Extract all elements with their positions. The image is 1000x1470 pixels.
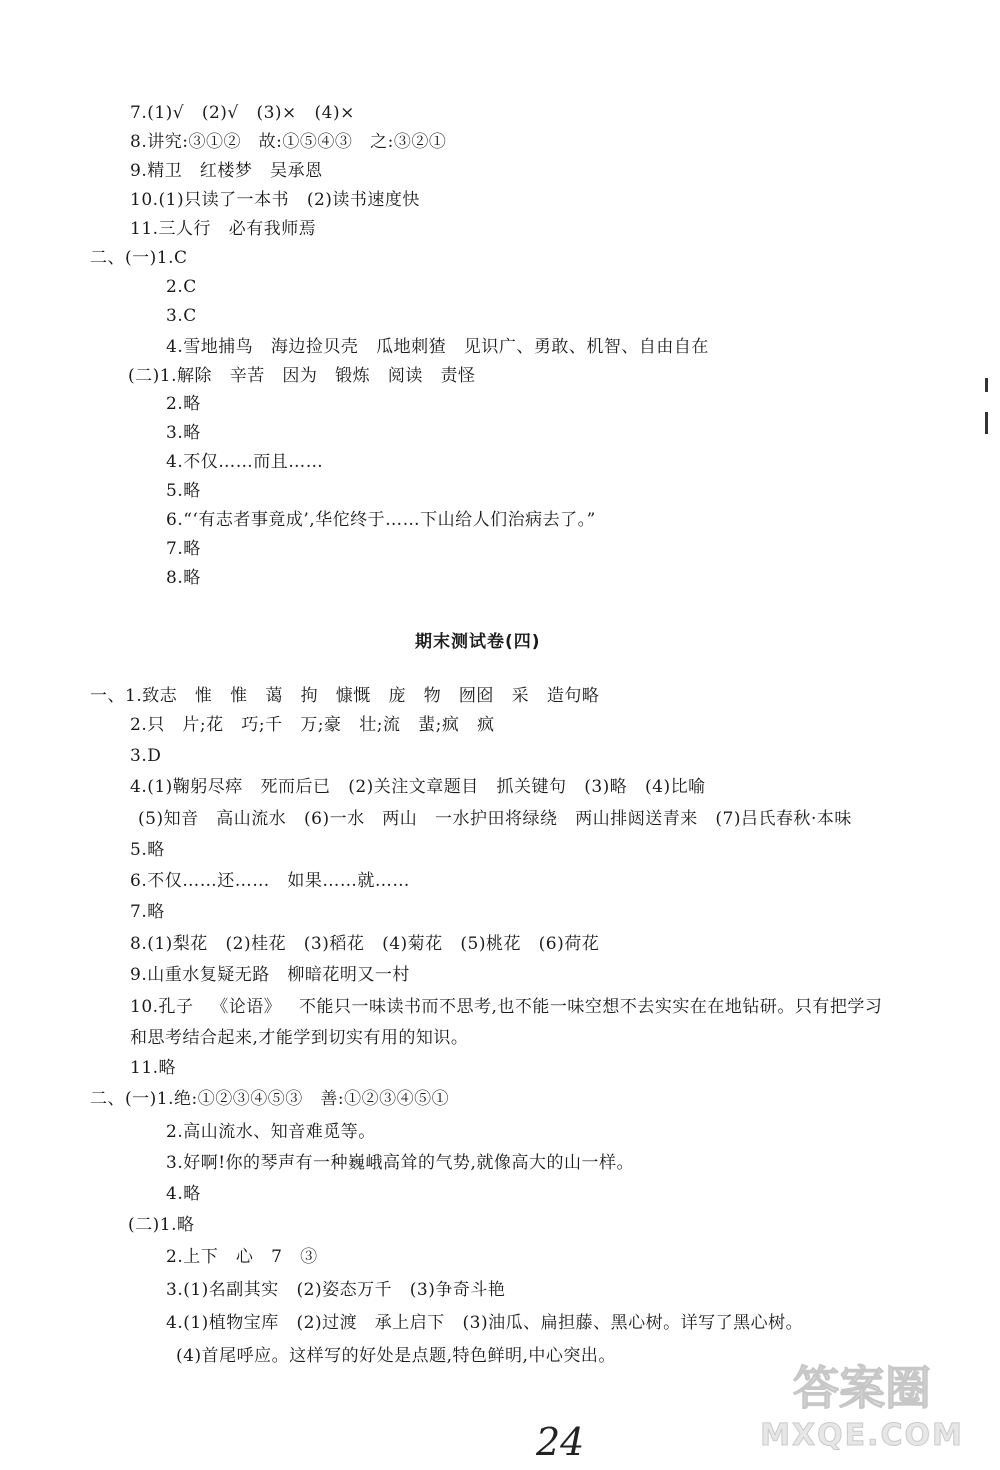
answer-line: 10.孔子 《论语》 不能只一味读书而不思考,也不能一味空想不去实实在在地钻研。只有把学习 [130,997,883,1017]
answer-line: 4.不仅……而且…… [166,452,324,472]
watermark-logo [742,1350,982,1460]
answer-line: 2.只 片;花 巧;千 万;豪 壮;流 蜚;疯 疯 [130,715,495,735]
answer-line: 4.雪地捕鸟 海边捡贝壳 瓜地刺猹 见识广、勇敢、机智、自由自在 [166,337,709,357]
answer-line: 10.(1)只读了一本书 (2)读书速度快 [130,190,420,210]
answer-line: 4.(1)植物宝库 (2)过渡 承上启下 (3)油瓜、扁担藤、黑心树。详写了黑心树。 [166,1313,804,1333]
answer-line: 3.略 [166,423,201,443]
answer-line: 3.D [130,746,162,766]
scan-mark [985,378,988,392]
answer-line: 6.不仅……还…… 如果……就…… [130,871,410,891]
answer-line: 7.略 [130,902,165,922]
answer-line: (5)知音 高山流水 (6)一水 两山 一水护田将绿绕 两山排闼送青来 (7)吕氏春秋·本味 [138,809,852,829]
answer-line: (二)1.略 [128,1215,195,1235]
answer-line: (二)1.解除 辛苦 因为 锻炼 阅读 责怪 [128,366,476,386]
answer-line: 11.三人行 必有我师焉 [130,219,317,239]
answer-line: 3.好啊!你的琴声有一种巍峨高耸的气势,就像高大的山一样。 [166,1153,634,1173]
section-title: 期末测试卷(四) [415,632,541,652]
answer-line: 9.山重水复疑无路 柳暗花明又一村 [130,965,410,985]
answer-line: 4.(1)鞠躬尽瘁 死而后已 (2)关注文章题目 抓关键句 (3)略 (4)比喻 [130,777,706,797]
answer-line: 8.讲究:③①② 故:①⑤④③ 之:③②① [130,132,447,152]
answer-line: 和思考结合起来,才能学到切实有用的知识。 [130,1028,469,1048]
answer-line: 7.略 [166,539,201,559]
answer-line: 9.精卫 红楼梦 吴承恩 [130,161,323,181]
answer-line: 2.高山流水、知音难觅等。 [166,1122,376,1142]
scan-mark [985,412,988,434]
watermark-text: 答案圈 [793,1361,931,1415]
answer-line: 二、(一)1.绝:①②③④⑤③ 善:①②③④⑤① [90,1089,450,1109]
answer-line: (4)首尾呼应。这样写的好处是点题,特色鲜明,中心突出。 [176,1346,616,1366]
answer-line: 6.“‘有志者事竟成’,华佗终于……下山给人们治病去了。” [166,510,596,530]
answer-line: 二、(一)1.C [90,248,188,268]
answer-line: 3.(1)名副其实 (2)姿态万千 (3)争奇斗艳 [166,1280,506,1300]
answer-line: 8.(1)梨花 (2)桂花 (3)稻花 (4)菊花 (5)桃花 (6)荷花 [130,934,600,954]
answer-line: 11.略 [130,1058,177,1078]
answer-line: 8.略 [166,568,201,588]
answer-line: 2.上下 心 7 ③ [166,1247,318,1267]
answer-line: 一、1.致志 惟 惟 蔼 拘 慷慨 庞 物 囫囵 采 造句略 [90,686,600,706]
answer-line: 2.略 [166,394,201,414]
answer-line: 5.略 [166,481,201,501]
answer-line: 3.C [166,306,197,326]
answer-line: 7.(1)√ (2)√ (3)× (4)× [130,103,355,123]
page-number: 24 [536,1420,585,1464]
answer-line: 5.略 [130,840,165,860]
answer-line: 4.略 [166,1184,201,1204]
watermark-url: MXQE.COM [760,1418,964,1453]
answer-line: 2.C [166,277,197,297]
